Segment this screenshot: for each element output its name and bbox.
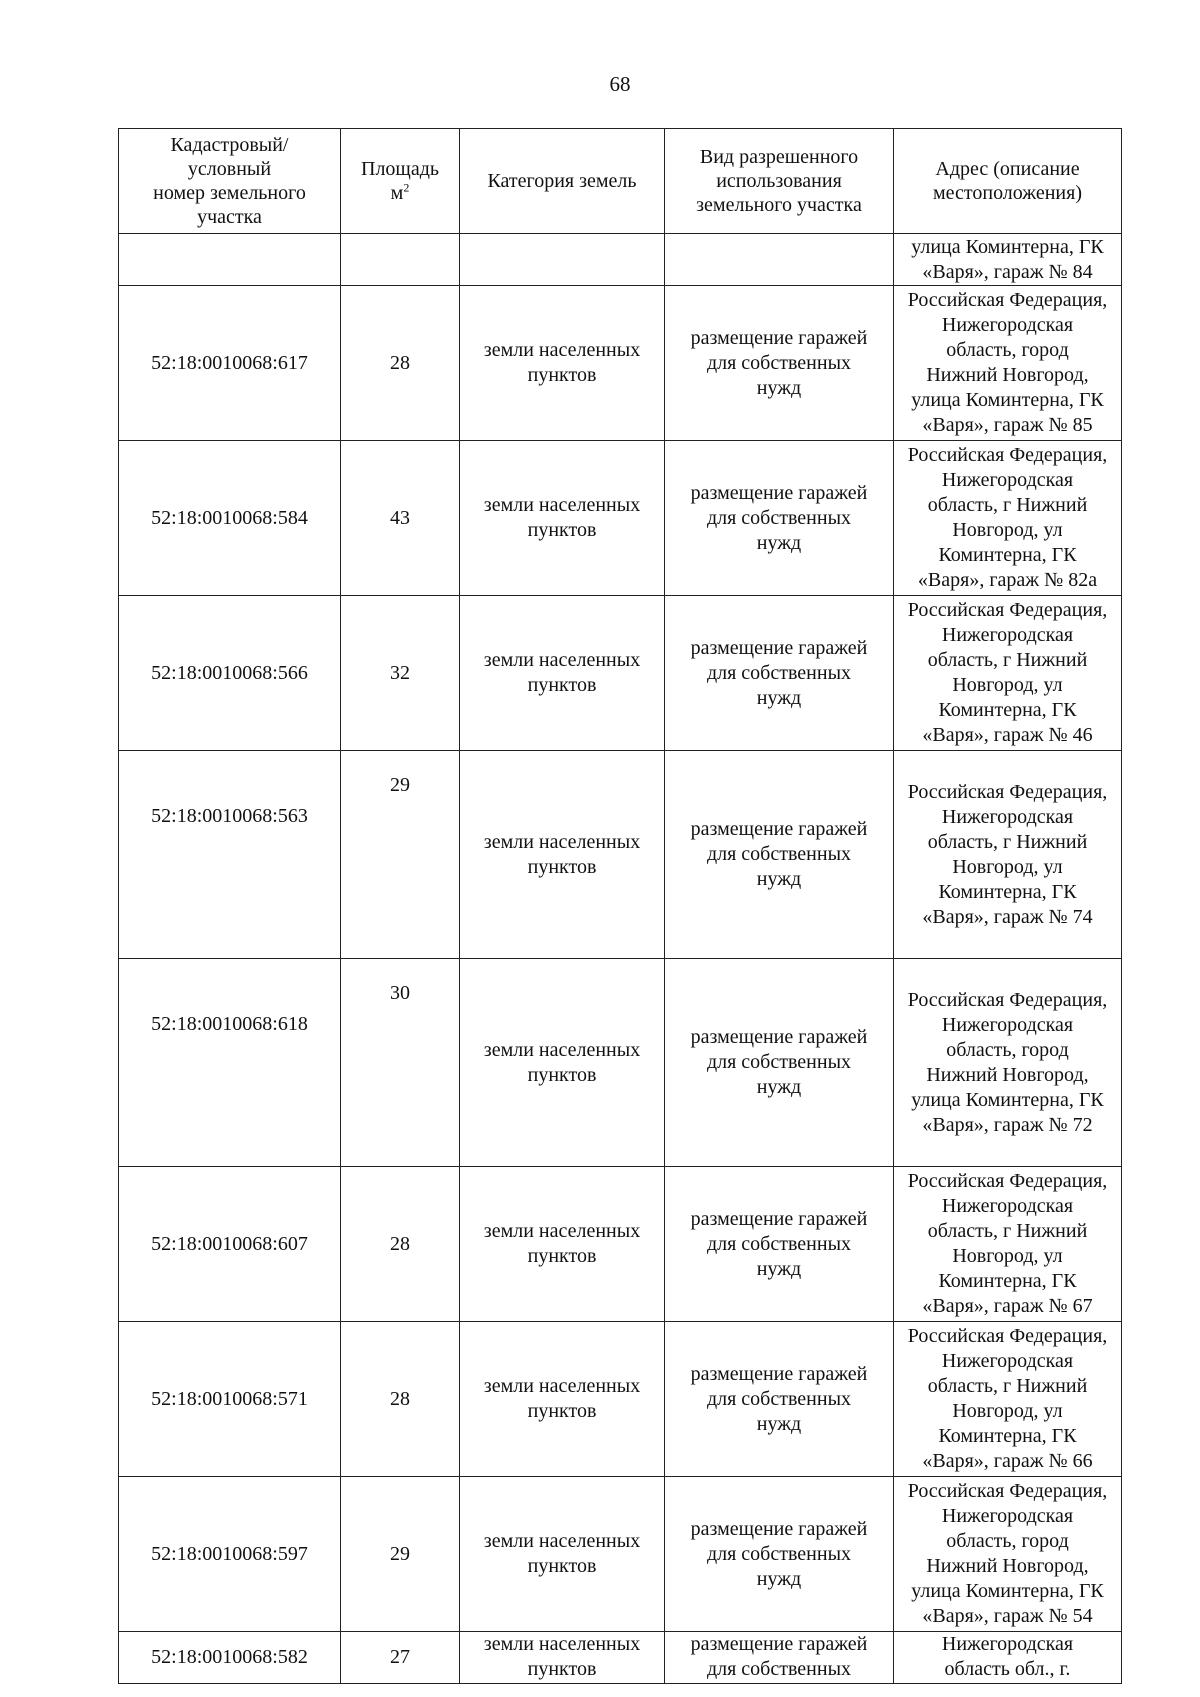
cell-cadastral: 52:18:0010068:607 — [119, 1167, 341, 1322]
cell-cadastral — [119, 234, 341, 286]
table-row — [119, 1477, 1122, 1632]
cell-category: земли населенных пунктов — [460, 1632, 665, 1684]
cell-use: размещение гаражей для собственных нужд — [665, 1322, 894, 1477]
cell-address: Российская Федерация, Нижегородская область, г Нижний Новгород, ул Коминтерна, ГК «Варя», гараж № 74 — [894, 751, 1122, 959]
table-row — [119, 751, 1122, 959]
cell-cadastral: 52:18:0010068:563 — [119, 751, 341, 959]
cell-address: Российская Федерация, Нижегородская область, г Нижний Новгород, ул Коминтерна, ГК «Варя», гараж № 82а — [894, 441, 1122, 596]
cell-category: земли населенных пунктов — [460, 1477, 665, 1632]
cell-address: Российская Федерация, Нижегородская область, город Нижний Новгород, улица Коминтерна, ГК «Варя», гараж № 72 — [894, 959, 1122, 1167]
header-cadastral: Кадастровый/ условный номер земельного участка — [119, 129, 341, 234]
cell-use: размещение гаражей для собственных нужд — [665, 959, 894, 1167]
cell-use — [665, 234, 894, 286]
cell-use: размещение гаражей для собственных нужд — [665, 1167, 894, 1322]
cell-address: Российская Федерация, Нижегородская область, г Нижний Новгород, ул Коминтерна, ГК «Варя», гараж № 67 — [894, 1167, 1122, 1322]
cell-address: Нижегородская область обл., г. — [894, 1632, 1122, 1684]
cell-area — [341, 234, 460, 286]
cell-use: размещение гаражей для собственных нужд — [665, 1477, 894, 1632]
cell-cadastral: 52:18:0010068:617 — [119, 286, 341, 441]
page-number: 68 — [609, 72, 631, 96]
cell-area: 29 — [341, 751, 460, 959]
table-row-partial — [119, 1632, 1122, 1684]
cell-address: Российская Федерация, Нижегородская область, г Нижний Новгород, ул Коминтерна, ГК «Варя», гараж № 46 — [894, 596, 1122, 751]
cell-use: размещение гаражей для собственных нужд — [665, 751, 894, 959]
cell-area: 27 — [341, 1632, 460, 1684]
header-use: Вид разрешенного использования земельного участка — [665, 129, 894, 234]
cell-address: улица Коминтерна, ГК «Варя», гараж № 84 — [894, 234, 1122, 286]
cell-cadastral: 52:18:0010068:584 — [119, 441, 341, 596]
header-area-superscript: 2 — [403, 180, 410, 195]
header-category: Категория земель — [460, 129, 665, 234]
header-address: Адрес (описание местоположения) — [894, 129, 1122, 234]
table-row — [119, 286, 1122, 441]
cell-use: размещение гаражей для собственных нужд — [665, 441, 894, 596]
header-area — [341, 129, 460, 234]
cell-cadastral: 52:18:0010068:618 — [119, 959, 341, 1167]
cell-cadastral: 52:18:0010068:582 — [119, 1632, 341, 1684]
cell-address: Российская Федерация, Нижегородская область, город Нижний Новгород, улица Коминтерна, ГК «Варя», гараж № 85 — [894, 286, 1122, 441]
table-row — [119, 596, 1122, 751]
cell-category: земли населенных пунктов — [460, 1167, 665, 1322]
table-row — [119, 441, 1122, 596]
cell-area: 43 — [341, 441, 460, 596]
cell-category: земли населенных пунктов — [460, 1322, 665, 1477]
table-row — [119, 1322, 1122, 1477]
cell-category: земли населенных пунктов — [460, 959, 665, 1167]
cell-category: земли населенных пунктов — [460, 751, 665, 959]
cell-use: размещение гаражей для собственных нужд — [665, 286, 894, 441]
cell-cadastral: 52:18:0010068:571 — [119, 1322, 341, 1477]
cell-area: 30 — [341, 959, 460, 1167]
cell-address: Российская Федерация, Нижегородская область, город Нижний Новгород, улица Коминтерна, ГК «Варя», гараж № 54 — [894, 1477, 1122, 1632]
cell-cadastral: 52:18:0010068:597 — [119, 1477, 341, 1632]
cell-area: 28 — [341, 286, 460, 441]
cell-area: 28 — [341, 1167, 460, 1322]
table-row — [119, 1167, 1122, 1322]
cell-area: 28 — [341, 1322, 460, 1477]
cell-cadastral: 52:18:0010068:566 — [119, 596, 341, 751]
cell-category — [460, 234, 665, 286]
table-header-row — [119, 129, 1122, 234]
cell-category: земли населенных пунктов — [460, 441, 665, 596]
header-area-label: Площадь м — [361, 158, 439, 204]
cell-category: земли населенных пунктов — [460, 596, 665, 751]
table-row-continued — [119, 234, 1122, 286]
cell-use: размещение гаражей для собственных нужд — [665, 596, 894, 751]
cell-use: размещение гаражей для собственных — [665, 1632, 894, 1684]
cell-area: 29 — [341, 1477, 460, 1632]
cell-category: земли населенных пунктов — [460, 286, 665, 441]
land-plots-table — [118, 128, 1122, 1684]
cell-address: Российская Федерация, Нижегородская область, г Нижний Новгород, ул Коминтерна, ГК «Варя», гараж № 66 — [894, 1322, 1122, 1477]
cell-area: 32 — [341, 596, 460, 751]
table-row — [119, 959, 1122, 1167]
